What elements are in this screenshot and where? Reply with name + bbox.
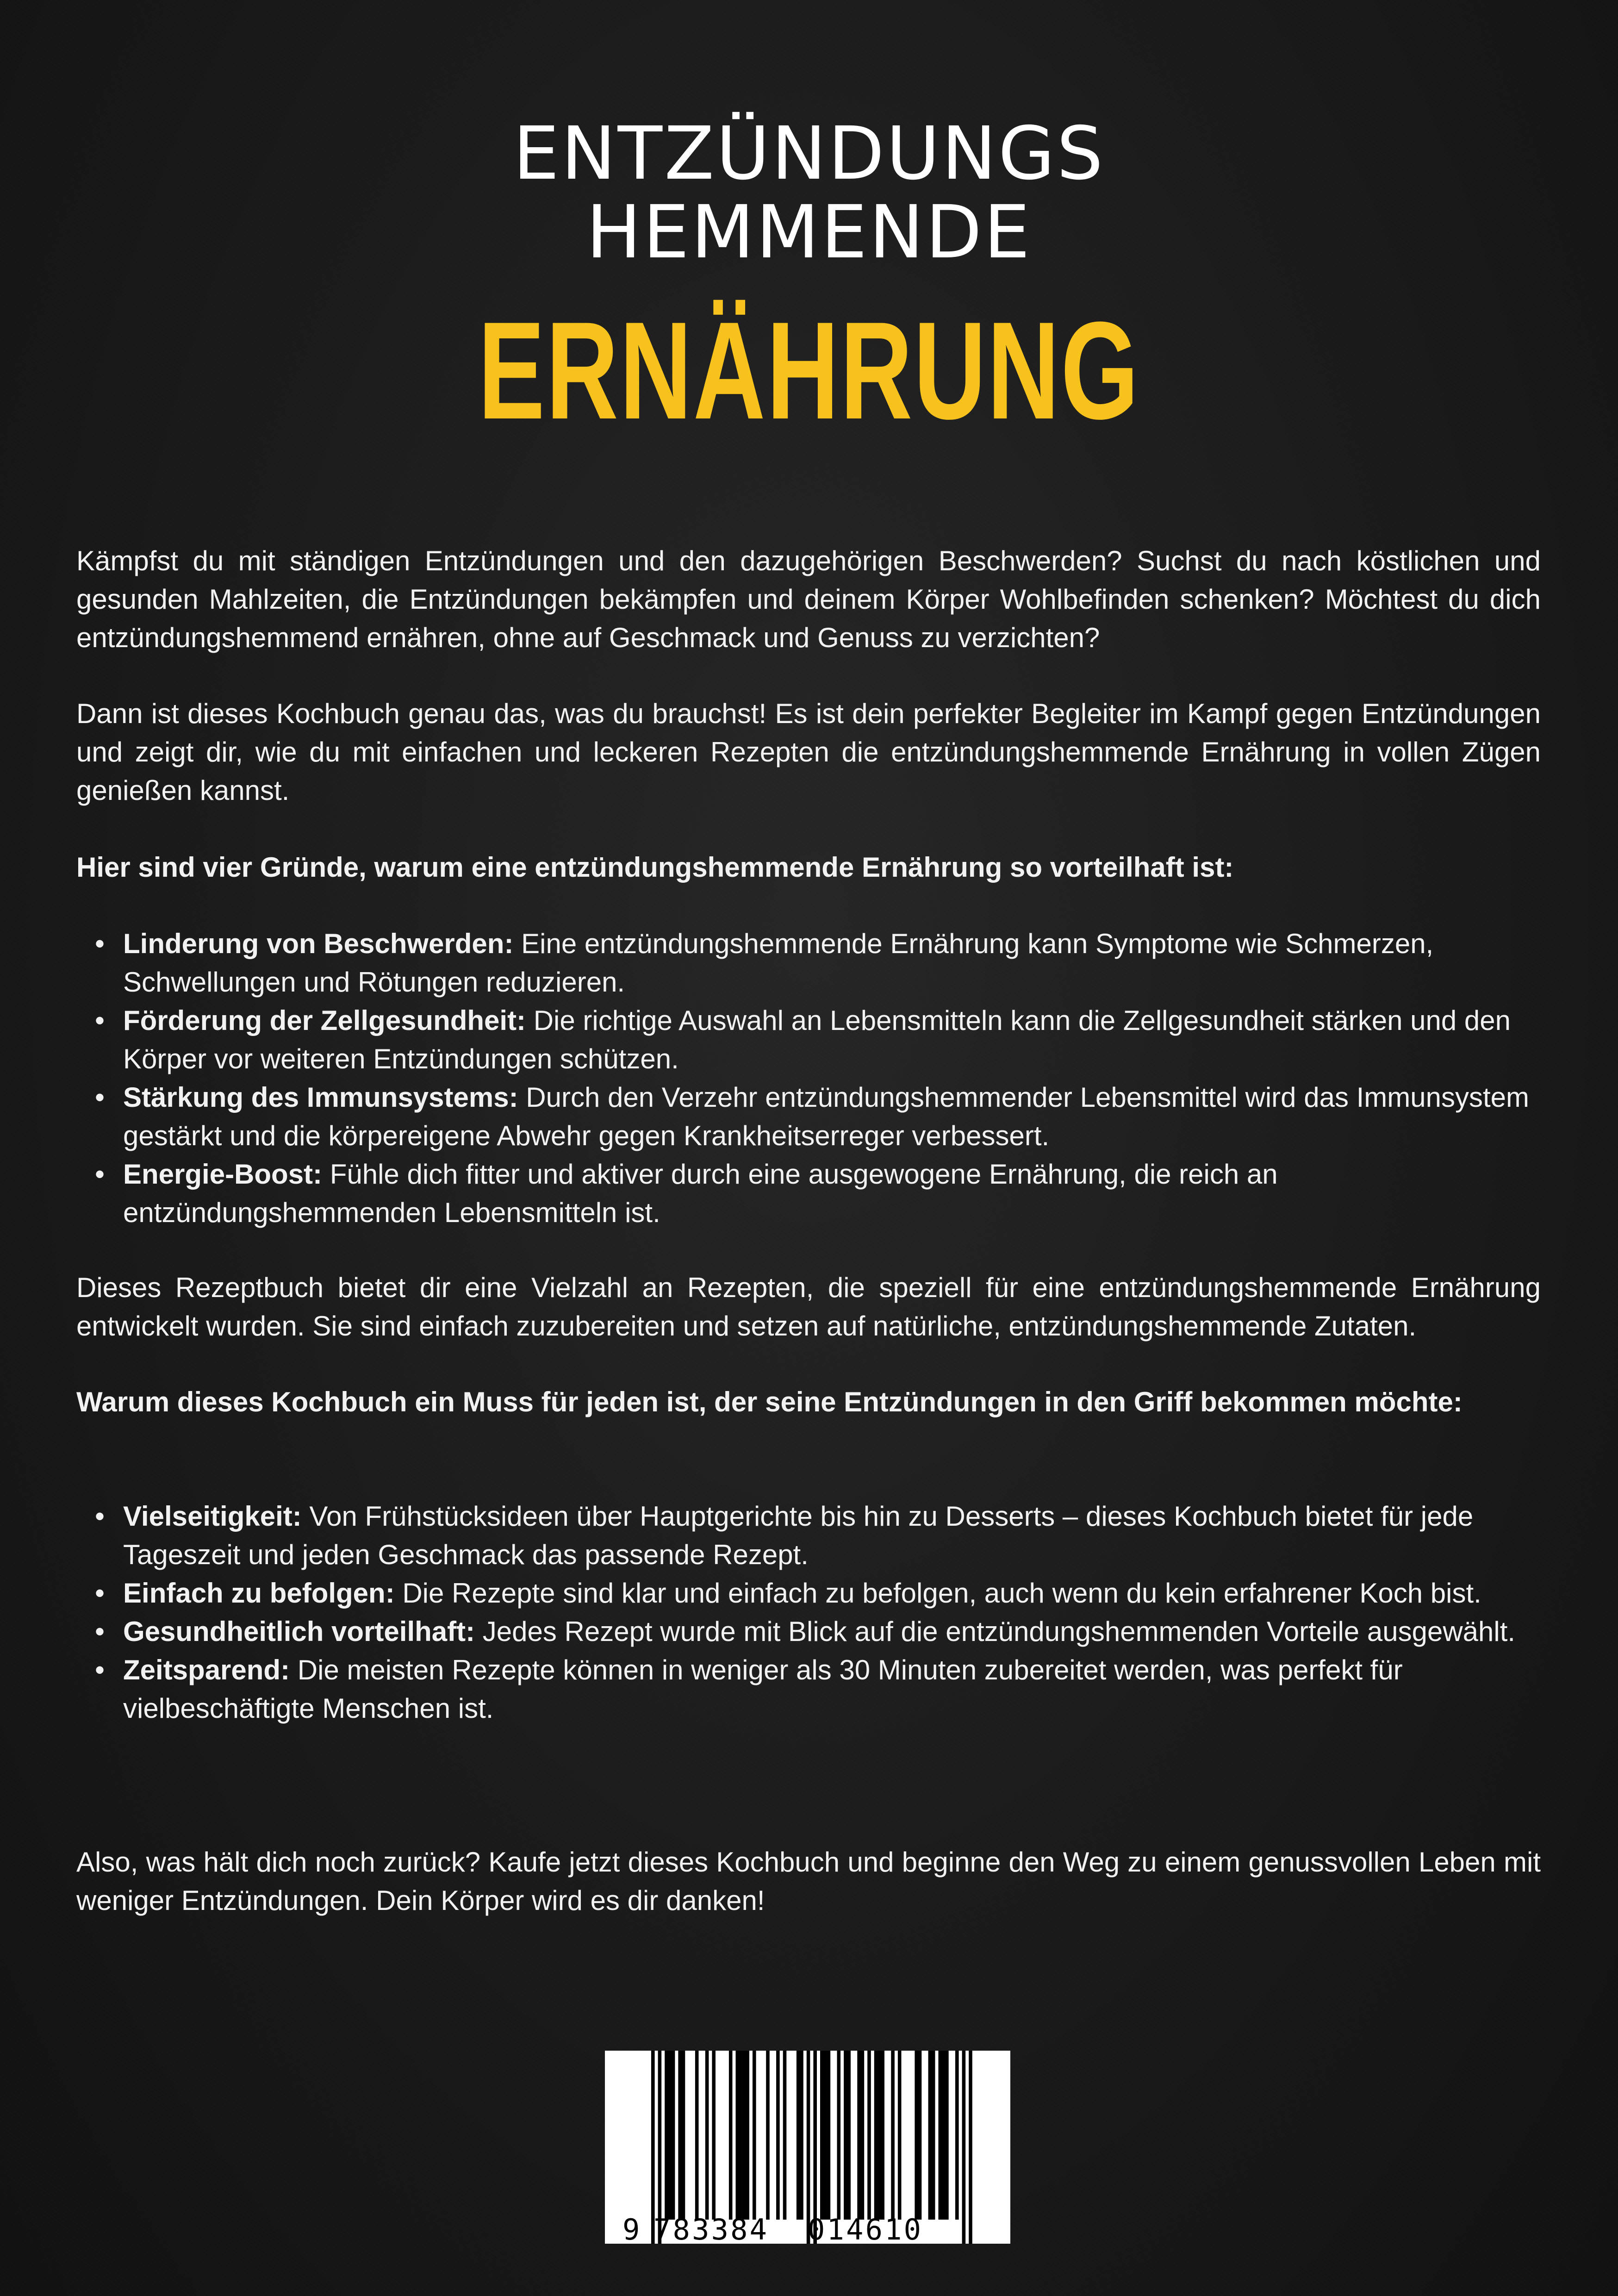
barcode-bar <box>753 2051 756 2220</box>
barcode-bar <box>877 2051 881 2220</box>
paragraph-3 <box>76 1268 1541 1345</box>
isbn-barcode <box>605 2051 1010 2244</box>
feature-item <box>76 1612 1541 1651</box>
barcode-bar <box>712 2051 716 2220</box>
barcode-bar <box>898 2051 902 2220</box>
barcode-bar <box>827 2051 831 2220</box>
barcode-bar <box>939 2051 942 2220</box>
barcode-digits-left: 783384 <box>653 2213 767 2244</box>
barcode-bar <box>746 2051 749 2220</box>
reason-text: Fühle dich fitter und aktiver durch eine ausgewogene Ernährung, die reich an entzündungshemmenden Lebensmitteln ist. <box>123 1159 1278 1228</box>
barcode-bar <box>891 2051 895 2220</box>
reasons-list <box>76 924 1541 1232</box>
barcode-bar <box>962 2051 966 2244</box>
intro-text: Kämpfst du mit ständigen Entzündungen und den dazugehörigen Beschwerden? Suchst du nach köstlichen und gesunden Mahlzeiten, die Entzündungen bekämpfen und deinem Körper Wohlbefinden schenken? Möchtest du dich entzündungshemmend ernähren, ohne auf Geschmack und Genuss zu verzichten? <box>76 545 1541 653</box>
title-line-2: HEMMENDE <box>586 190 1032 275</box>
barcode-bar <box>678 2051 682 2220</box>
feature-text: Von Frühstücksideen über Hauptgerichte bis hin zu Desserts – dieses Kochbuch bietet für jede Tageszeit und jeden Geschmack das passende Rezept. <box>123 1501 1474 1570</box>
barcode-bar <box>867 2051 871 2220</box>
reason-item <box>76 1001 1541 1078</box>
paragraph-2 <box>76 694 1541 810</box>
feature-item <box>76 1497 1541 1574</box>
barcode-bar <box>844 2051 847 2220</box>
heading-reasons-text: Hier sind vier Gründe, warum eine entzündungshemmende Ernährung so vorteilhaft ist: <box>76 852 1234 883</box>
barcode-bar <box>932 2051 935 2220</box>
barcode-bar <box>942 2051 946 2220</box>
reason-text: Die richtige Auswahl an Lebensmitteln kann die Zellgesundheit stärken und den Körper vor weiteren Entzündungen schützen. <box>123 1005 1511 1074</box>
barcode-bar <box>695 2051 699 2220</box>
barcode-bar <box>847 2051 851 2220</box>
barcode-digit-first: 9 <box>622 2213 640 2244</box>
barcode-bar <box>955 2051 959 2220</box>
barcode-bar <box>797 2051 800 2220</box>
barcode-bar <box>742 2051 746 2220</box>
feature-label: Gesundheitlich vorteilhaft: <box>123 1616 475 1647</box>
reason-label: Linderung von Beschwerden: <box>123 928 514 959</box>
title-line-1: ENTZÜNDUNGS <box>513 111 1105 196</box>
barcode-bar <box>823 2051 827 2220</box>
reason-label: Förderung der Zellgesundheit: <box>123 1005 526 1036</box>
barcode-bar <box>820 2051 824 2220</box>
barcode-bar <box>672 2051 675 2220</box>
barcode-bar <box>800 2051 803 2220</box>
barcode-bar <box>776 2051 780 2220</box>
title-line-3: ERNÄHRUNG <box>478 293 1140 448</box>
barcode-graphic <box>605 2051 1010 2244</box>
reason-label: Energie-Boost: <box>123 1159 323 1190</box>
intro-paragraph <box>76 542 1541 657</box>
feature-label: Vielseitigkeit: <box>123 1501 302 1532</box>
reason-item <box>76 1155 1541 1232</box>
heading-features-text: Warum dieses Kochbuch ein Muss für jeden ist, der seine Entzündungen in den Griff bekommen möchte: <box>76 1386 1462 1417</box>
feature-text: Die Rezepte sind klar und einfach zu befolgen, auch wenn du kein erfahrener Koch bist. <box>394 1578 1481 1609</box>
closing-text: Also, was hält dich noch zurück? Kaufe jetzt dieses Kochbuch und beginne den Weg zu einem genussvollen Leben mit weniger Entzündungen. Dein Körper wird es dir danken! <box>76 1847 1541 1916</box>
barcode-bar <box>857 2051 861 2220</box>
reason-item <box>76 924 1541 1001</box>
barcode-bar <box>739 2051 743 2220</box>
barcode-bar <box>736 2051 740 2220</box>
heading-reasons <box>76 848 1541 886</box>
barcode-bar <box>783 2051 787 2220</box>
feature-label: Einfach zu befolgen: <box>123 1578 395 1609</box>
feature-item <box>76 1574 1541 1612</box>
barcode-bar <box>705 2051 709 2220</box>
heading-features <box>76 1383 1541 1421</box>
barcode-bar <box>861 2051 865 2220</box>
feature-item <box>76 1651 1541 1728</box>
barcode-bar <box>665 2051 668 2220</box>
barcode-bar <box>766 2051 770 2220</box>
reason-text: Eine entzündungshemmende Ernährung kann Symptome wie Schmerzen, Schwellungen und Rötungen reduzieren. <box>123 928 1434 998</box>
barcode-bar <box>945 2051 949 2220</box>
reason-label: Stärkung des Immunsystems: <box>123 1082 518 1113</box>
features-list <box>76 1497 1541 1728</box>
reason-text: Durch den Verzehr entzündungshemmender Lebensmittel wird das Immunsystem gestärkt und die körpereigene Abwehr gegen Krankheitserreger verbessert. <box>123 1082 1529 1151</box>
barcode-bar <box>837 2051 841 2220</box>
barcode-bar <box>668 2051 672 2220</box>
feature-text: Die meisten Rezepte können in weniger als 30 Minuten zubereitet werden, was perfekt für vielbeschäftigte Menschen ist. <box>123 1654 1403 1724</box>
barcode-bar <box>969 2051 972 2244</box>
closing-paragraph <box>76 1843 1541 1920</box>
feature-text: Jedes Rezept wurde mit Blick auf die entzündungshemmenden Vorteile ausgewählt. <box>475 1616 1516 1647</box>
barcode-bar <box>881 2051 884 2220</box>
barcode-bar <box>682 2051 685 2220</box>
paragraph-2-text: Dann ist dieses Kochbuch genau das, was du brauchst! Es ist dein perfekter Begleiter im Kampf gegen Entzündungen und zeigt dir, wie du mit einfachen und leckeren Rezepten die entzündungshemmende Ernährung in vollen Zügen genießen kannst. <box>76 698 1541 806</box>
feature-label: Zeitsparend: <box>123 1654 290 1685</box>
barcode-digits-right: 014610 <box>808 2213 921 2244</box>
reason-item <box>76 1078 1541 1155</box>
barcode-bar <box>874 2051 878 2220</box>
barcode-bar <box>918 2051 922 2220</box>
barcode-bar <box>928 2051 932 2220</box>
barcode-bar <box>729 2051 733 2220</box>
paragraph-3-text: Dieses Rezeptbuch bietet dir eine Vielzahl an Rezepten, die speziell für eine entzündungshemmende Ernährung entwickelt wurden. Sie sind einfach zuzubereiten und setzen auf natürliche, entzündungshemmende Zutaten. <box>76 1272 1541 1341</box>
barcode-bar <box>915 2051 918 2220</box>
